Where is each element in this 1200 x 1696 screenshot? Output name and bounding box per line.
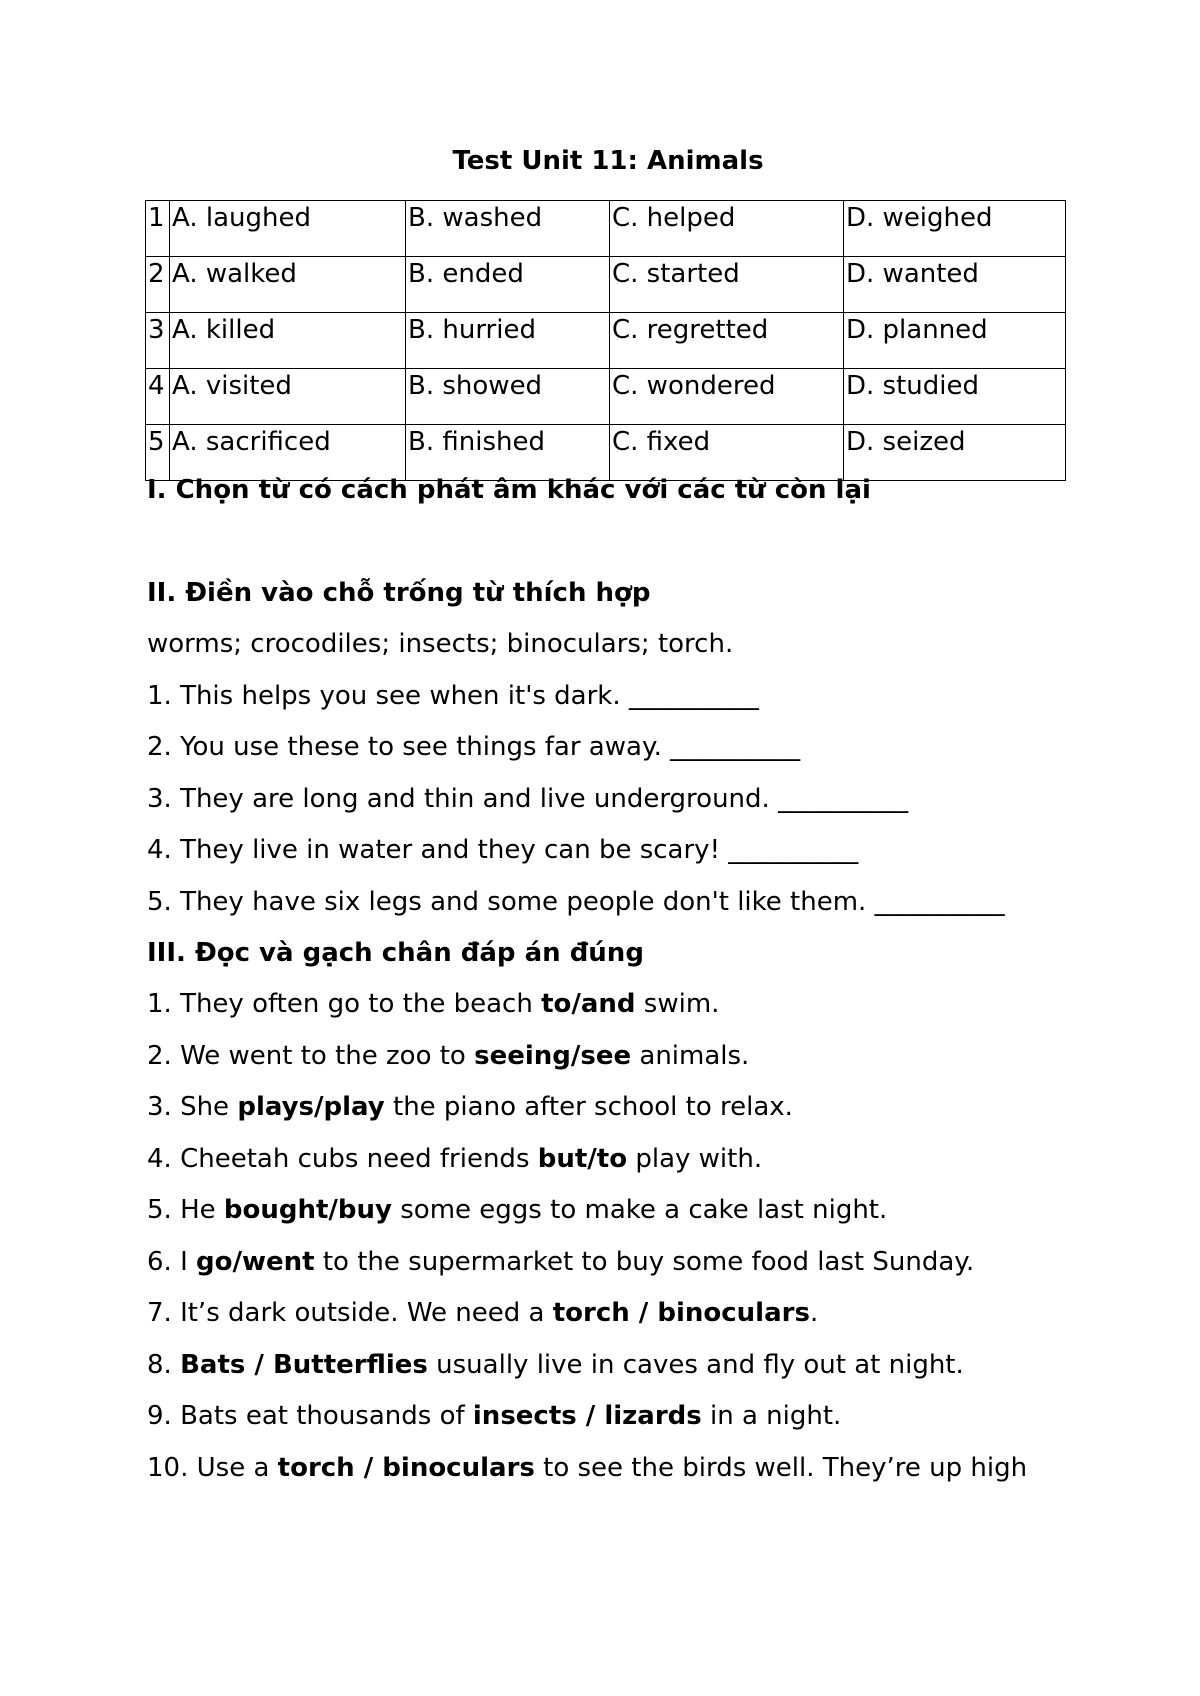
choice-text: some eggs to make a cake last night. [392, 1195, 888, 1225]
fill-blank-item: 4. They live in water and they can be scary! __________ [147, 835, 859, 865]
choice-text: 8. [147, 1350, 181, 1380]
word-bank: worms; crocodiles; insects; binoculars; torch. [147, 629, 734, 659]
choice-text: 10. Use a [147, 1453, 278, 1483]
option-a: A. killed [170, 313, 406, 369]
choice-options: plays/play [237, 1092, 385, 1122]
choice-text: 1. They often go to the beach [147, 989, 542, 1019]
choice-item [147, 1451, 1027, 1485]
choice-text: 7. It’s dark outside. We need a [147, 1298, 553, 1328]
option-b: B. hurried [406, 313, 610, 369]
option-b: B. finished [406, 425, 610, 481]
choice-text: in a night. [701, 1401, 842, 1431]
option-a: A. laughed [170, 201, 406, 257]
choice-item [147, 1142, 762, 1176]
choice-options: but/to [537, 1144, 628, 1174]
choice-item [147, 1348, 964, 1382]
choice-item [147, 1245, 974, 1279]
option-c: C. started [610, 257, 844, 313]
choice-item [147, 1296, 818, 1330]
option-d: D. studied [844, 369, 1066, 425]
choice-item [147, 1193, 887, 1227]
choice-options: to/and [541, 989, 636, 1019]
option-c: C. regretted [610, 313, 844, 369]
choice-options: go/went [196, 1247, 315, 1277]
table-row [146, 257, 1066, 313]
choice-item [147, 987, 719, 1021]
choice-text: to the supermarket to buy some food last Sunday. [314, 1247, 975, 1277]
fill-blank-item: 3. They are long and thin and live underground. __________ [147, 784, 909, 814]
choice-text: 2. We went to the zoo to [147, 1041, 475, 1071]
choice-options: torch / binoculars [552, 1298, 810, 1328]
choice-text: . [809, 1298, 819, 1328]
option-d: D. weighed [844, 201, 1066, 257]
row-number: 5 [146, 425, 170, 481]
option-d: D. seized [844, 425, 1066, 481]
fill-blank-item: 1. This helps you see when it's dark. __________ [147, 681, 759, 711]
choice-text: swim. [635, 989, 720, 1019]
choice-text: the piano after school to relax. [384, 1092, 793, 1122]
choice-text: to see the birds well. They’re up high [534, 1453, 1028, 1483]
table-row [146, 313, 1066, 369]
option-b: B. showed [406, 369, 610, 425]
table-row [146, 201, 1066, 257]
row-number: 3 [146, 313, 170, 369]
choice-text: 9. Bats eat thousands of [147, 1401, 473, 1431]
choice-text: play with. [627, 1144, 763, 1174]
row-number: 2 [146, 257, 170, 313]
choice-options: insects / lizards [472, 1401, 702, 1431]
row-number: 4 [146, 369, 170, 425]
fill-blank-item: 5. They have six legs and some people don't like them. __________ [147, 887, 1005, 917]
choice-text: animals. [631, 1041, 750, 1071]
choice-text: 6. I [147, 1247, 197, 1277]
option-a: A. sacrificed [170, 425, 406, 481]
choice-text: 5. He [147, 1195, 224, 1225]
section-1-heading: I. Chọn từ có cách phát âm khác với các từ còn lại [147, 475, 871, 505]
choice-text: 3. She [147, 1092, 238, 1122]
option-a: A. visited [170, 369, 406, 425]
choice-item [147, 1090, 793, 1124]
option-d: D. wanted [844, 257, 1066, 313]
pronunciation-table [145, 200, 1066, 481]
section-2-heading: II. Điền vào chỗ trống từ thích hợp [147, 578, 651, 608]
option-a: A. walked [170, 257, 406, 313]
choice-options: torch / binoculars [277, 1453, 535, 1483]
page-title: Test Unit 11: Animals [452, 146, 764, 176]
choice-item [147, 1039, 749, 1073]
choice-item [147, 1399, 841, 1433]
choice-options: Bats / Butterflies [180, 1350, 428, 1380]
option-c: C. wondered [610, 369, 844, 425]
option-b: B. ended [406, 257, 610, 313]
row-number: 1 [146, 201, 170, 257]
table-row [146, 369, 1066, 425]
choice-text: 4. Cheetah cubs need friends [147, 1144, 538, 1174]
option-b: B. washed [406, 201, 610, 257]
section-3-heading: III. Đọc và gạch chân đáp án đúng [147, 938, 644, 968]
choice-options: bought/buy [223, 1195, 392, 1225]
choice-text: usually live in caves and fly out at night. [427, 1350, 964, 1380]
fill-blank-item: 2. You use these to see things far away. __________ [147, 732, 801, 762]
option-c: C. helped [610, 201, 844, 257]
choice-options: seeing/see [474, 1041, 632, 1071]
option-d: D. planned [844, 313, 1066, 369]
option-c: C. fixed [610, 425, 844, 481]
